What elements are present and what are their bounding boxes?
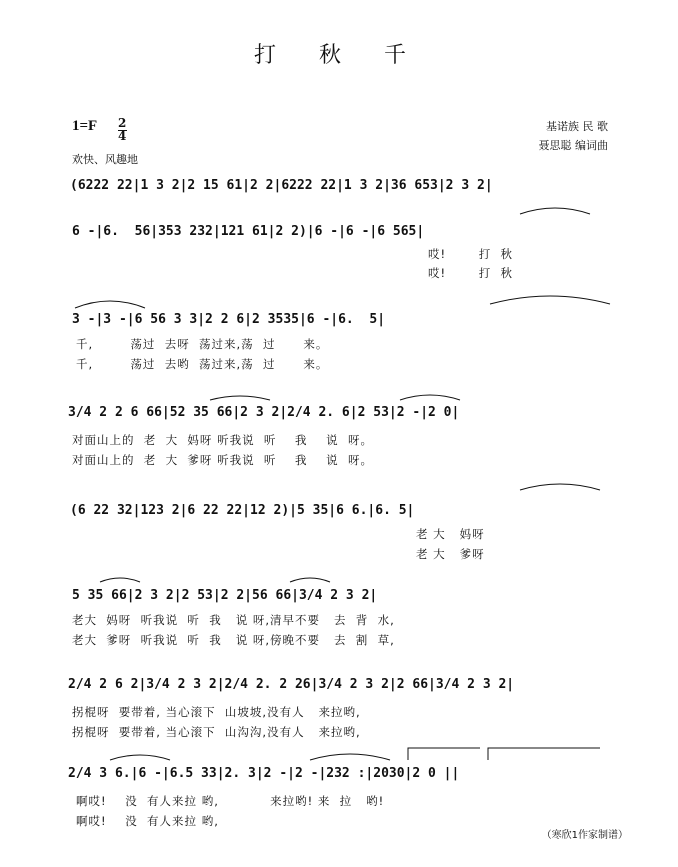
lyric-line-2-1: 哎! 打 秋: [428, 247, 514, 261]
score-system-7: 2/4 2 6 2|3/4 2 3 2|2/4 2. 2 26|3/4 2 3 2|2 66|3/4 2 3 2|: [68, 677, 515, 692]
lyric-line-4-1: 对面山上的 老 大 妈呀 听我说 听 我 说 呀。: [72, 433, 373, 447]
volta-bracket-2: [488, 748, 600, 760]
lyric-line-4-2: 对面山上的 老 大 爹呀 听我说 听 我 说 呀。: [72, 453, 373, 467]
key-signature: 1=F: [72, 118, 98, 134]
lyric-line-5-2: 老 大 爹呀: [416, 547, 485, 561]
lyric-line-6-1: 老大 妈呀 听我说 听 我 说 呀,清早不要 去 背 水,: [72, 613, 395, 627]
slur-mark: [310, 754, 390, 760]
slur-mark: [490, 296, 610, 304]
score-system-6: 5 35 66|2 3 2|2 53|2 2|56 66|3/4 2 3 2|: [72, 588, 378, 603]
slur-mark: [210, 396, 270, 400]
meter-numerator: 2: [118, 116, 127, 130]
lyric-line-5-1: 老 大 妈呀: [416, 527, 485, 541]
credit-arranger: 聂思聪 编词曲: [538, 139, 608, 152]
score-system-5: (6 22 32|123 2|6 22 22|12 2)|5 35|6 6.|6. 5|: [70, 503, 415, 518]
meter-denominator: 4: [118, 129, 127, 143]
lyric-line-3-1: 千, 荡过 去呀 荡过来,荡 过 来。: [76, 337, 329, 351]
score-system-4: 3/4 2 2 6 66|52 35 66|2 3 2|2/4 2. 6|2 53|2 -|2 0|: [68, 405, 460, 420]
lyric-line-2-2: 哎! 打 秋: [428, 266, 514, 280]
slur-mark: [400, 395, 460, 400]
lyric-line-3-2: 千, 荡过 去哟 荡过来,荡 过 来。: [76, 357, 329, 371]
lyric-line-7-2: 拐棍呀 要带着, 当心滚下 山沟沟,没有人 来拉哟,: [72, 725, 361, 739]
lyric-line-8-2: 啊哎! 没 有人来拉 哟,: [76, 814, 219, 828]
slur-mark: [290, 578, 330, 582]
lyric-line-6-2: 老大 爹呀 听我说 听 我 说 呀,傍晚不要 去 割 草,: [72, 633, 395, 647]
score-system-3: 3 -|3 -|6 56 3 3|2 2 6|2 3535|6 -|6. 5|: [72, 312, 386, 327]
footer-credit: （寒欣1作家制谱）: [541, 830, 628, 841]
tempo-marking: 欢快、风趣地: [72, 153, 138, 166]
credit-origin: 基诺族 民 歌: [546, 120, 608, 133]
song-title: 打 秋 千: [254, 43, 424, 68]
volta-bracket-1: [408, 748, 480, 760]
lyric-line-7-1: 拐棍呀 要带着, 当心滚下 山坡坡,没有人 来拉哟,: [72, 705, 361, 719]
score-system-1: (6222 22|1 3 2|2 15 61|2 2|6222 22|1 3 2|36 653|2 3 2|: [70, 178, 493, 193]
slur-mark: [110, 755, 170, 760]
slur-mark: [520, 484, 600, 490]
slur-mark: [100, 578, 140, 582]
slur-mark: [520, 208, 590, 214]
score-system-8: 2/4 3 6.|6 -|6.5 33|2. 3|2 -|2 -|232 :|2030|2 0 ||: [68, 766, 460, 781]
slur-mark: [75, 301, 145, 308]
lyric-line-8-1: 啊哎! 没 有人来拉 哟, 来拉哟! 来 拉 哟!: [76, 794, 385, 808]
score-system-2: 6 -|6. 56|353 232|121 61|2 2)|6 -|6 -|6 565|: [72, 224, 425, 239]
